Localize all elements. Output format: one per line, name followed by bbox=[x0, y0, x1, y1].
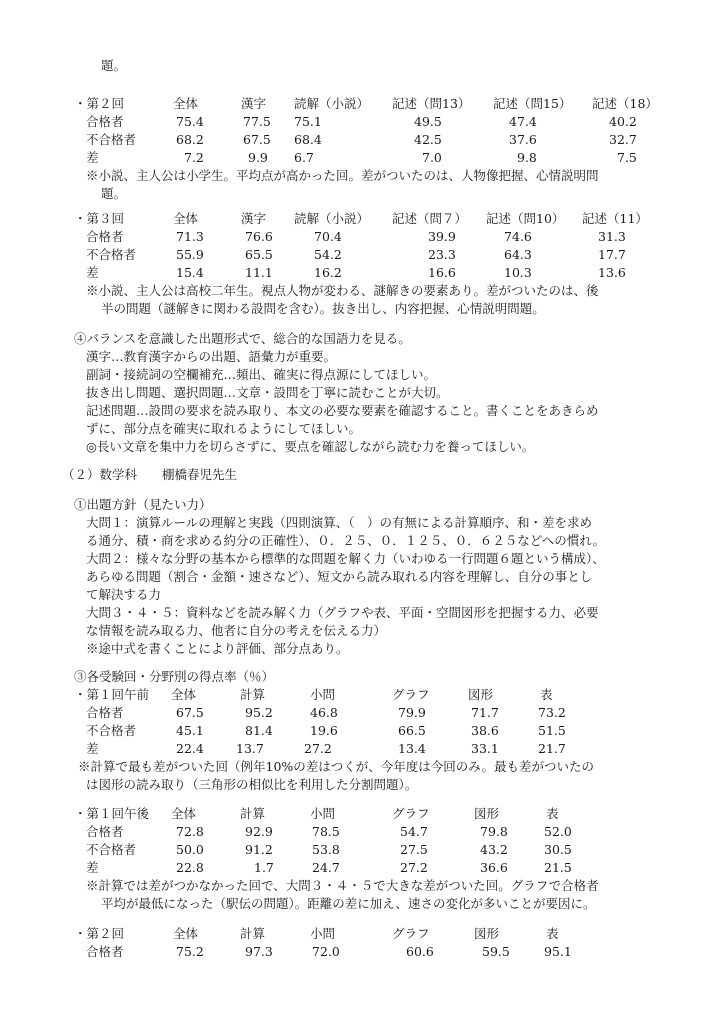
table-cell: 17.7 bbox=[598, 247, 626, 262]
paragraph-line: ◎長い文章を集中力を切らさずに、要点を確認しながら読む力を養ってほしい。 bbox=[86, 439, 535, 454]
table-cell: 71.3 bbox=[176, 229, 204, 244]
table-cell: 40.2 bbox=[609, 114, 637, 129]
paragraph-line: る通分、積・商を求める約分の正確性）、０．２５、０．１２５、０．６２５などへの慣れ。 bbox=[86, 533, 606, 548]
table-note: 半の問題（謎解きに関わる設問を含む）。抜き出し、内容把握、心情説明問題。 bbox=[101, 301, 545, 316]
section-heading: ④バランスを意識した出題形式で、総合的な国語力を見る。 bbox=[74, 331, 411, 346]
section-heading: ①出題方針（見たい力） bbox=[74, 497, 212, 512]
table-cell: 7.2 bbox=[184, 150, 204, 165]
table-cell: 36.6 bbox=[480, 860, 508, 875]
table-cell: 37.6 bbox=[509, 132, 537, 147]
row-label: 不合格者 bbox=[86, 132, 137, 147]
table-cell: 55.9 bbox=[176, 247, 204, 262]
table-cell: 13.4 bbox=[398, 741, 426, 756]
table-cell: 75.4 bbox=[176, 114, 204, 129]
table-note: ※小説、主人公は小学生。平均点が高かった回。差がついたのは、人物像把握、心情説明問 bbox=[86, 168, 599, 183]
table-cell: 95.1 bbox=[544, 944, 572, 959]
column-header: 記述（問10） bbox=[486, 211, 565, 226]
table-cell: 21.7 bbox=[538, 741, 566, 756]
table-cell: 67.5 bbox=[176, 705, 204, 720]
table-cell: 59.5 bbox=[482, 944, 510, 959]
row-label: 差 bbox=[86, 265, 99, 280]
paragraph-line: あらゆる問題（割合・金額・速さなど）、短文から読み取れる内容を理解し、自分の事とし bbox=[86, 569, 593, 584]
table-cell: 65.5 bbox=[245, 247, 273, 262]
table-cell: 54.7 bbox=[400, 824, 428, 839]
table-cell: 22.8 bbox=[176, 860, 204, 875]
column-header: 全体 bbox=[173, 926, 199, 941]
table-cell: 1.7 bbox=[254, 860, 274, 875]
table-cell: 46.8 bbox=[310, 705, 338, 720]
row-label: 合格者 bbox=[86, 229, 124, 244]
table-cell: 16.6 bbox=[428, 265, 456, 280]
table-cell: 27.5 bbox=[400, 842, 428, 857]
table-cell: 15.4 bbox=[176, 265, 204, 280]
table-cell: 39.9 bbox=[428, 229, 456, 244]
column-header: 記述（18） bbox=[592, 96, 658, 111]
column-header: 表 bbox=[546, 806, 559, 821]
column-header: 漢字 bbox=[241, 96, 267, 111]
column-header: 計算 bbox=[240, 687, 266, 702]
table-cell: 72.0 bbox=[312, 944, 340, 959]
table-cell: 52.0 bbox=[544, 824, 572, 839]
table-note: は図形の読み取り（三角形の相似比を利用した分割問題）。 bbox=[86, 777, 418, 792]
row-label: 差 bbox=[86, 150, 99, 165]
column-header: グラフ bbox=[392, 806, 430, 821]
table-cell: 7.0 bbox=[422, 150, 442, 165]
table-cell: 13.7 bbox=[236, 741, 264, 756]
table-cell: 78.5 bbox=[312, 824, 340, 839]
column-header: 記述（問７） bbox=[392, 211, 468, 226]
table-cell: 79.8 bbox=[480, 824, 508, 839]
round-label: ・第１回午前 bbox=[74, 687, 150, 702]
column-header: 記述（問15） bbox=[493, 96, 572, 111]
column-header: 計算 bbox=[240, 926, 266, 941]
paragraph-line: 漢字…教育漢字からの出題、語彙力が重要。 bbox=[86, 349, 337, 364]
column-header: 全体 bbox=[171, 687, 197, 702]
table-cell: 77.5 bbox=[243, 114, 271, 129]
table-cell: 75.2 bbox=[176, 944, 204, 959]
paragraph-line: 大問３・４・５：資料などを読み解く力（グラフや表、平面・空間図形を把握する力、必要 bbox=[86, 605, 599, 620]
table-cell: 76.6 bbox=[245, 229, 273, 244]
table-cell: 21.5 bbox=[544, 860, 572, 875]
table-cell: 9.9 bbox=[248, 150, 268, 165]
column-header: 表 bbox=[540, 687, 553, 702]
table-cell: 11.1 bbox=[245, 265, 273, 280]
row-label: 合格者 bbox=[86, 114, 124, 129]
column-header: 記述（問13） bbox=[392, 96, 471, 111]
table-cell: 71.7 bbox=[471, 705, 499, 720]
table-cell: 24.7 bbox=[312, 860, 340, 875]
table-note: ※計算で最も差がついた回（例年10%の差はつくが、今年度は今回のみ。最も差がついたの bbox=[78, 759, 595, 774]
column-header: 全体 bbox=[173, 211, 199, 226]
paragraph-line: 大問１：演算ルールの理解と実践（四則演算、（ ）の有無による計算順序、和・差を求め bbox=[86, 515, 593, 530]
table-cell: 13.6 bbox=[598, 265, 626, 280]
row-label: 合格者 bbox=[86, 944, 124, 959]
column-header: グラフ bbox=[392, 926, 430, 941]
table-cell: 30.5 bbox=[544, 842, 572, 857]
math-section-heading: （２）数学科 棚橋春児先生 bbox=[62, 467, 238, 482]
table-cell: 23.3 bbox=[428, 247, 456, 262]
table-cell: 42.5 bbox=[414, 132, 442, 147]
round-label: ・第２回 bbox=[74, 96, 125, 111]
table-cell: 6.7 bbox=[294, 150, 314, 165]
table-note: ※小説、主人公は高校二年生。視点人物が変わる、謎解きの要素あり。差がついたのは、後 bbox=[86, 283, 599, 298]
row-label: 合格者 bbox=[86, 705, 124, 720]
paragraph-line: 大問２：様々な分野の基本から標準的な問題を解く力（いわゆる一行問題６題という構成）、 bbox=[86, 551, 605, 566]
table-cell: 91.2 bbox=[245, 842, 273, 857]
column-header: 計算 bbox=[240, 806, 266, 821]
paragraph-line: 記述問題…設問の要求を読み取り、本文の必要な要素を確認すること。書くことをあきらめ bbox=[86, 403, 599, 418]
row-label: 不合格者 bbox=[86, 842, 137, 857]
table-cell: 64.3 bbox=[504, 247, 532, 262]
paragraph-line: 副詞・接続詞の空欄補充…頻出、確実に得点源にしてほしい。 bbox=[86, 367, 437, 382]
table-cell: 68.2 bbox=[176, 132, 204, 147]
table-cell: 53.8 bbox=[312, 842, 340, 857]
paragraph-line: ※途中式を書くことにより評価、部分点あり。 bbox=[86, 641, 349, 656]
column-header: 図形 bbox=[474, 806, 500, 821]
table-note: 平均が最低になった（駅伝の問題）。距離の差に加え、速さの変化が多いことが要因に。 bbox=[101, 896, 596, 911]
column-header: 全体 bbox=[173, 96, 199, 111]
table-cell: 38.6 bbox=[471, 723, 499, 738]
row-label: 不合格者 bbox=[86, 723, 137, 738]
table-cell: 27.2 bbox=[400, 860, 428, 875]
table-cell: 47.4 bbox=[509, 114, 537, 129]
table-cell: 16.2 bbox=[314, 265, 342, 280]
round-label: ・第３回 bbox=[74, 211, 125, 226]
table-cell: 60.6 bbox=[406, 944, 434, 959]
column-header: 読解（小説） bbox=[294, 96, 370, 111]
row-label: 差 bbox=[86, 860, 99, 875]
table-cell: 67.5 bbox=[243, 132, 271, 147]
table-cell: 10.3 bbox=[504, 265, 532, 280]
row-label: 不合格者 bbox=[86, 247, 137, 262]
round-label: ・第１回午後 bbox=[74, 806, 150, 821]
table-cell: 81.4 bbox=[245, 723, 273, 738]
table-cell: 97.3 bbox=[245, 944, 273, 959]
column-header: 図形 bbox=[468, 687, 494, 702]
table-cell: 31.3 bbox=[598, 229, 626, 244]
column-header: グラフ bbox=[392, 687, 430, 702]
table-cell: 7.5 bbox=[617, 150, 637, 165]
continued-text: 題。 bbox=[101, 58, 127, 73]
table-cell: 95.2 bbox=[245, 705, 273, 720]
paragraph-line: て解決する力 bbox=[86, 587, 162, 602]
table-cell: 9.8 bbox=[517, 150, 537, 165]
column-header: 小問 bbox=[310, 926, 336, 941]
table-cell: 32.7 bbox=[609, 132, 637, 147]
table-cell: 73.2 bbox=[538, 705, 566, 720]
paragraph-line: な情報を読み取る力、他者に自分の考えを伝える力） bbox=[86, 623, 387, 638]
table-cell: 33.1 bbox=[471, 741, 499, 756]
table-cell: 66.5 bbox=[398, 723, 426, 738]
table-cell: 19.6 bbox=[310, 723, 338, 738]
paragraph-line: 抜き出し問題、選択問題…文章・設問を丁寧に読むことが大切。 bbox=[86, 385, 449, 400]
table-cell: 43.2 bbox=[480, 842, 508, 857]
table-cell: 27.2 bbox=[304, 741, 332, 756]
table-cell: 92.9 bbox=[245, 824, 273, 839]
table-cell: 72.8 bbox=[176, 824, 204, 839]
table-note: ※計算では差がつかなかった回で、大問３・４・５で大きな差がついた回。グラフで合格者 bbox=[86, 878, 599, 893]
column-header: 読解（小説） bbox=[294, 211, 370, 226]
column-header: 図形 bbox=[474, 926, 500, 941]
paragraph-line: ずに、部分点を確実に取れるようにしてほしい。 bbox=[86, 421, 362, 436]
row-label: 差 bbox=[86, 741, 99, 756]
table-cell: 54.2 bbox=[314, 247, 342, 262]
rates-heading: ③各受験回・分野別の得点率（％） bbox=[74, 669, 275, 684]
column-header: 小問 bbox=[310, 687, 336, 702]
table-note: 題。 bbox=[101, 186, 127, 201]
column-header: 全体 bbox=[171, 806, 197, 821]
row-label: 合格者 bbox=[86, 824, 124, 839]
column-header: 記述（11） bbox=[582, 211, 648, 226]
column-header: 表 bbox=[546, 926, 559, 941]
table-cell: 45.1 bbox=[176, 723, 204, 738]
table-cell: 79.9 bbox=[398, 705, 426, 720]
round-label: ・第２回 bbox=[74, 926, 125, 941]
column-header: 漢字 bbox=[241, 211, 267, 226]
table-cell: 70.4 bbox=[314, 229, 342, 244]
table-cell: 51.5 bbox=[538, 723, 566, 738]
table-cell: 50.0 bbox=[176, 842, 204, 857]
table-cell: 68.4 bbox=[294, 132, 322, 147]
column-header: 小問 bbox=[310, 806, 336, 821]
table-cell: 74.6 bbox=[504, 229, 532, 244]
table-cell: 49.5 bbox=[414, 114, 442, 129]
table-cell: 75.1 bbox=[294, 114, 322, 129]
table-cell: 22.4 bbox=[176, 741, 204, 756]
